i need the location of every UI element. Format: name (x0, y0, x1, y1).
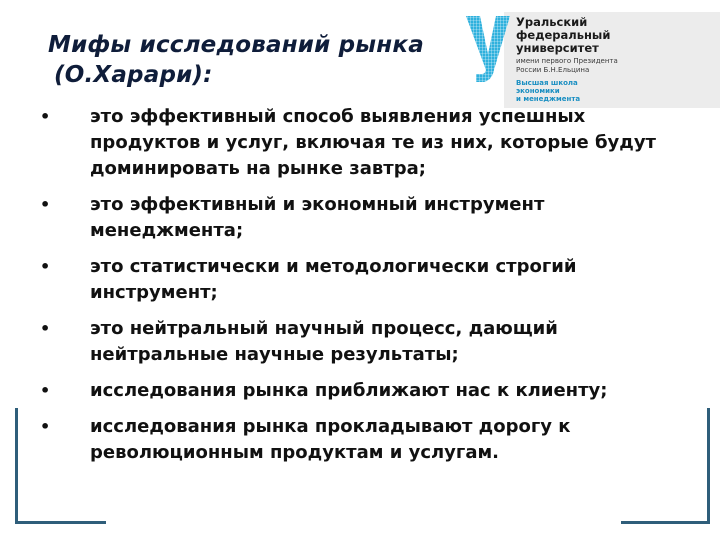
bullet-marker: • (40, 107, 51, 126)
slide-title-line1: Мифы исследований рынка (48, 32, 424, 58)
logo-text (516, 16, 618, 103)
list-item (40, 378, 690, 404)
urfu-logo-icon (464, 14, 512, 84)
decorative-bracket-right (621, 408, 710, 524)
logo-name-line3: университет (516, 41, 599, 55)
logo-school-line1: Высшая школа (516, 79, 578, 87)
list-item (40, 104, 690, 182)
bullet-marker: • (40, 195, 51, 214)
university-logo (464, 12, 720, 108)
list-item-text: исследования рынка прокладывают дорогу к революционным продуктам и услугам. (90, 416, 571, 463)
bullet-marker: • (40, 381, 51, 400)
logo-school-line2: экономики (516, 87, 560, 95)
list-item (40, 254, 690, 306)
list-item-text: это эффективный способ выявления успешных продуктов и услуг, включая те из них, которые будут доминировать на рынке завтра; (90, 106, 656, 179)
list-item (40, 316, 690, 368)
list-item (40, 192, 690, 244)
list-item-text: это статистически и методологически строгий инструмент; (90, 256, 577, 303)
bullet-marker: • (40, 257, 51, 276)
logo-name-line1: Уральский (516, 15, 588, 29)
list-item-text: это эффективный и экономный инструмент менеджмента; (90, 194, 545, 241)
list-item (40, 414, 690, 466)
decorative-bracket-left (15, 408, 106, 524)
slide-title-line2: (О.Харари): (54, 62, 213, 88)
logo-school-line3: и менеджмента (516, 95, 581, 103)
list-item-text: исследования рынка приближают нас к клиенту; (90, 380, 608, 401)
logo-name-line2: федеральный (516, 28, 611, 42)
bullet-marker: • (40, 319, 51, 338)
bullet-marker: • (40, 417, 51, 436)
list-item-text: это нейтральный научный процесс, дающий нейтральные научные результаты; (90, 318, 558, 365)
slide-title (48, 30, 424, 90)
myths-list (40, 104, 690, 476)
logo-sub-line2: России Б.Н.Ельцина (516, 66, 590, 74)
logo-sub-line1: имени первого Президента (516, 57, 618, 65)
